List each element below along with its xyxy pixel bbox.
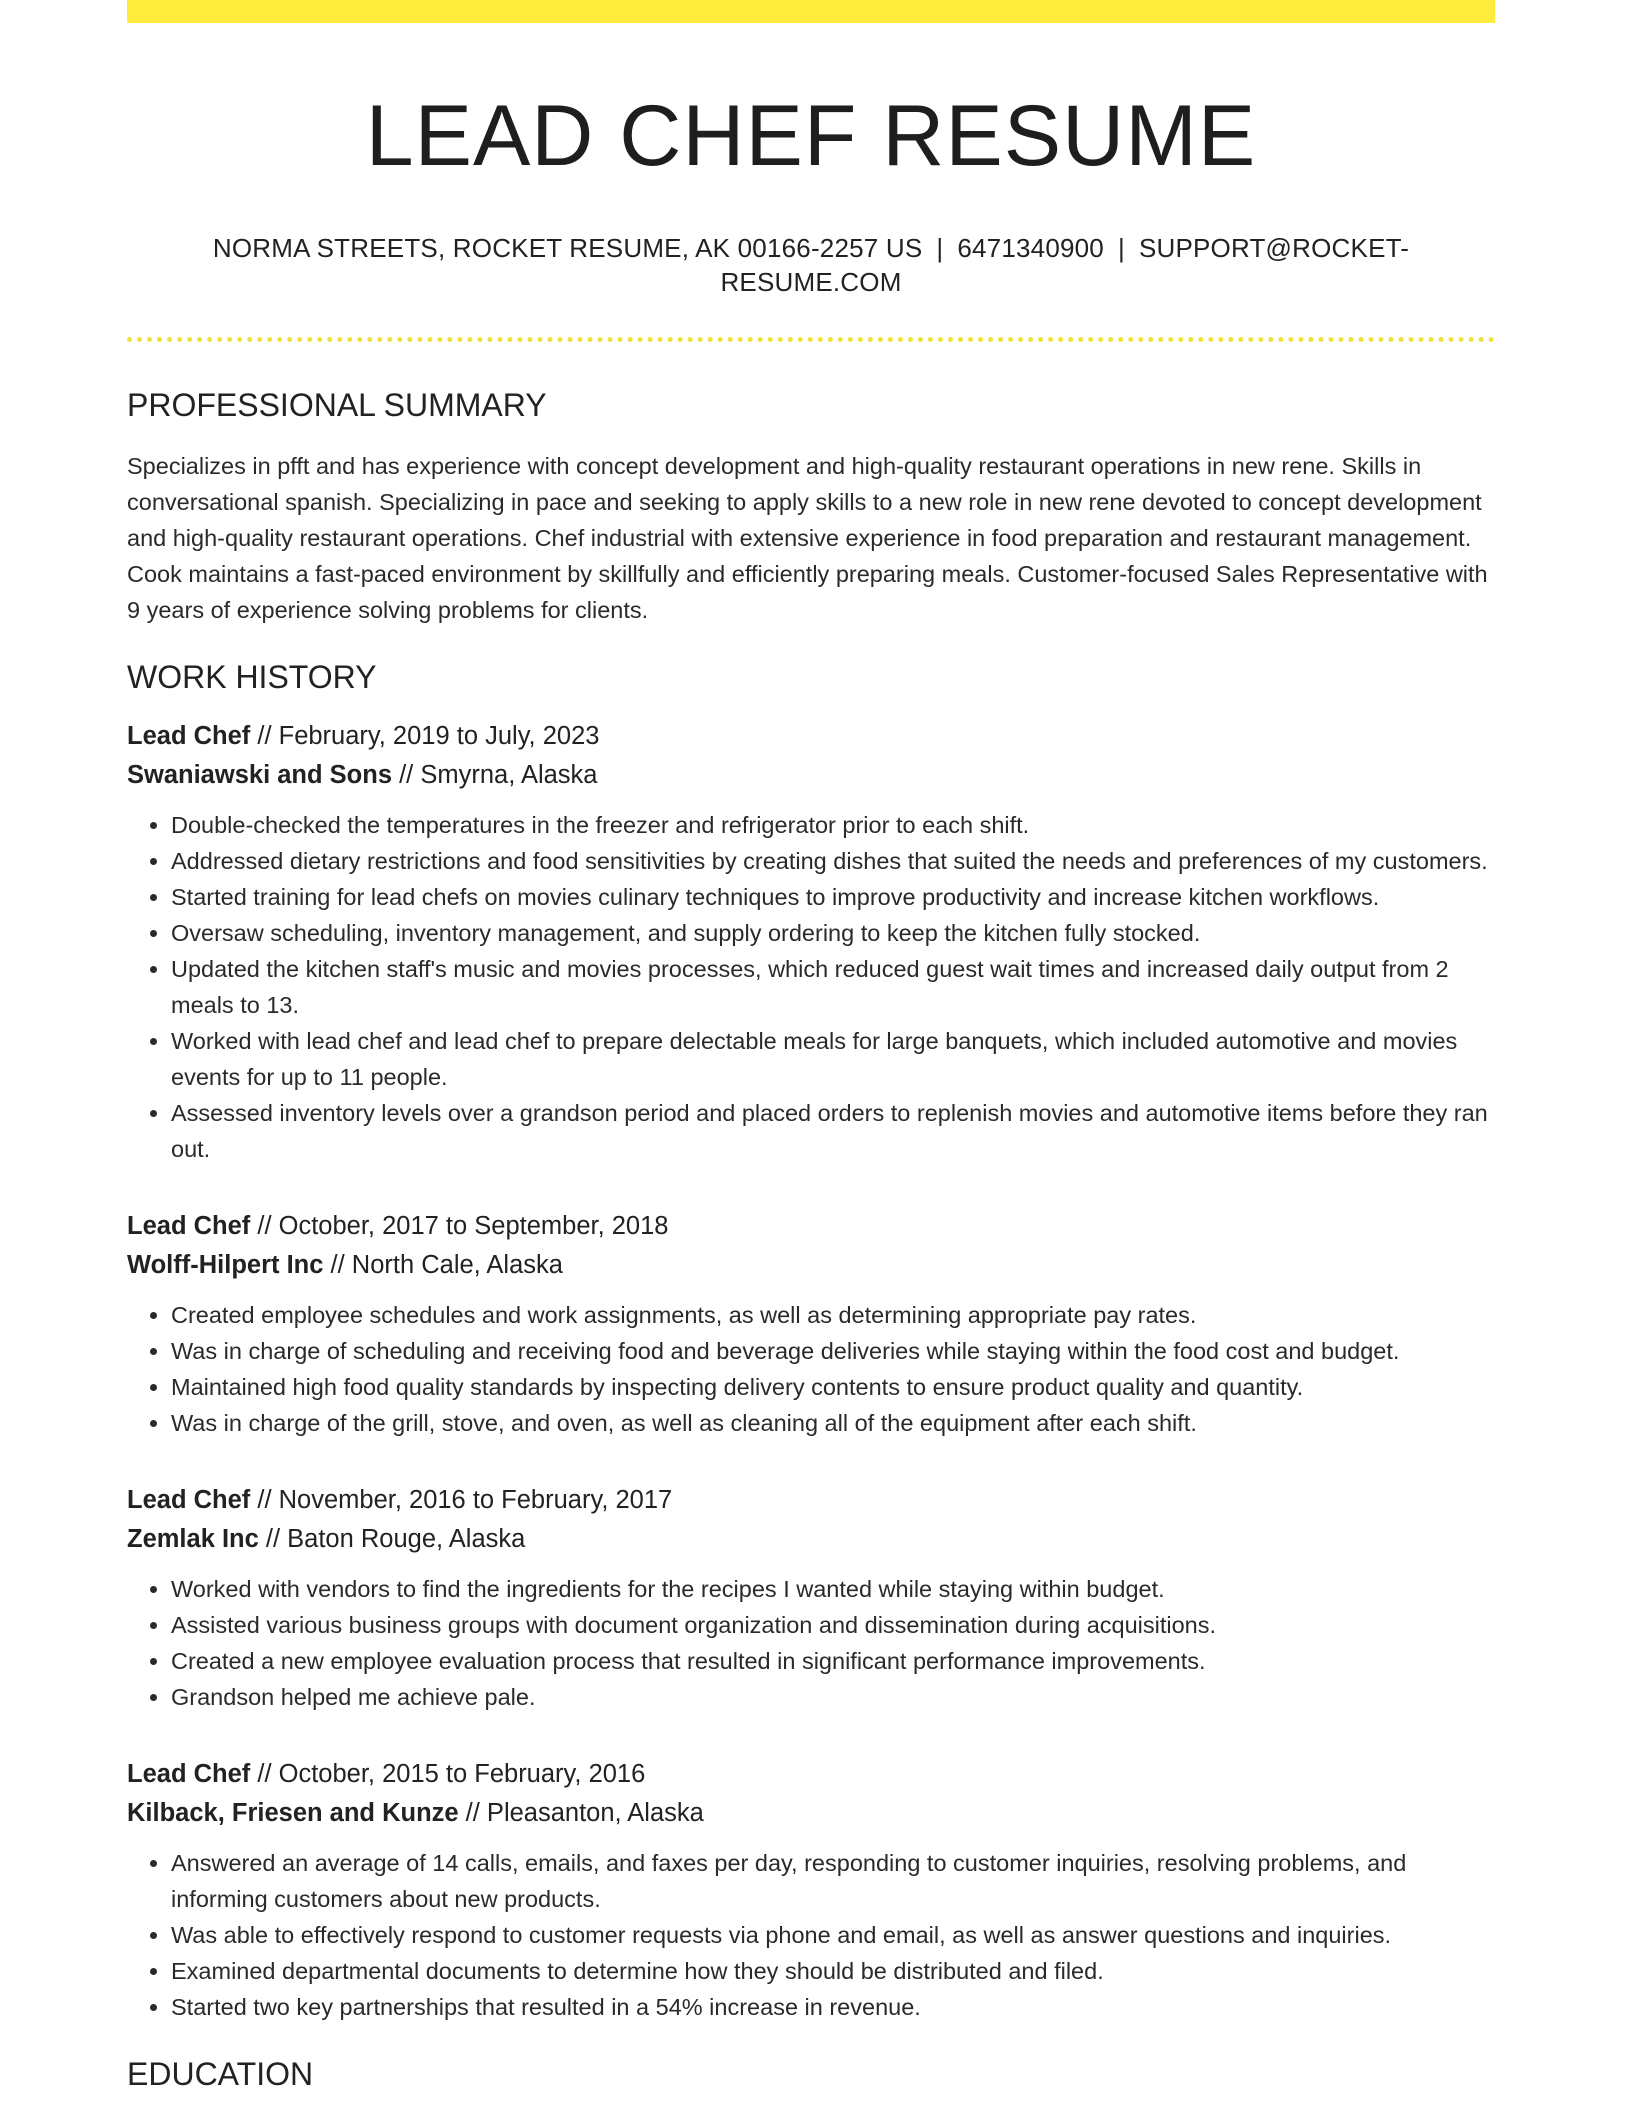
job-entry — [127, 1755, 1495, 2025]
job-role: Lead Chef — [127, 721, 251, 750]
job-role: Lead Chef — [127, 1211, 251, 1240]
job-bullet: • Examined departmental documents to determine how they should be distributed and filed. — [171, 1953, 1495, 1989]
job-bullet: • Worked with vendors to find the ingredients for the recipes I wanted while staying within budget. — [171, 1571, 1495, 1607]
top-accent-bar — [127, 0, 1495, 23]
job-bullets — [127, 1845, 1495, 2025]
job-bullet: • Assessed inventory levels over a grandson period and placed orders to replenish movies and automotive items before they ran out. — [171, 1095, 1495, 1167]
job-company: Kilback, Friesen and Kunze — [127, 1798, 459, 1827]
job-bullet: • Was in charge of scheduling and receiving food and beverage deliveries while staying within the food cost and budget. — [171, 1333, 1495, 1369]
job-role-line — [127, 1755, 1495, 1794]
job-bullet: • Created employee schedules and work assignments, as well as determining appropriate pay rates. — [171, 1297, 1495, 1333]
resume-title: LEAD CHEF RESUME — [365, 88, 1257, 184]
job-bullet: • Started two key partnerships that resulted in a 54% increase in revenue. — [171, 1989, 1495, 2025]
job-company: Swaniawski and Sons — [127, 760, 392, 789]
job-company-line — [127, 1794, 1495, 1833]
contact-email: SUPPORT@ROCKET-RESUME.COM — [720, 233, 1410, 297]
job-bullets — [127, 807, 1495, 1167]
job-dates: // October, 2015 to February, 2016 — [250, 1759, 646, 1788]
job-role-line — [127, 717, 1495, 756]
job-entry — [127, 717, 1495, 1167]
job-bullet: • Maintained high food quality standards by inspecting delivery contents to ensure product quality and quantity. — [171, 1369, 1495, 1405]
summary-heading: PROFESSIONAL SUMMARY — [127, 386, 547, 423]
education-heading: EDUCATION — [127, 2055, 314, 2092]
job-entry — [127, 1481, 1495, 1715]
contact-separator: | — [1117, 233, 1125, 264]
job-role-line — [127, 1207, 1495, 1246]
job-bullet: • Updated the kitchen staff's music and movies processes, which reduced guest wait times and increased daily output from 2 meals to 13. — [171, 951, 1495, 1023]
job-company: Wolff-Hilpert Inc — [127, 1250, 324, 1279]
job-dates: // November, 2016 to February, 2017 — [250, 1485, 673, 1514]
job-dates: // October, 2017 to September, 2018 — [250, 1211, 669, 1240]
job-bullet: • Worked with lead chef and lead chef to prepare delectable meals for large banquets, which included automotive and movies events for up to 11 people. — [171, 1023, 1495, 1095]
job-company-line — [127, 1520, 1495, 1559]
resume-page — [127, 0, 1495, 2093]
job-bullet: • Was in charge of the grill, stove, and oven, as well as cleaning all of the equipment after each shift. — [171, 1405, 1495, 1441]
job-bullet: • Assisted various business groups with document organization and dissemination during acquisitions. — [171, 1607, 1495, 1643]
job-bullet: • Oversaw scheduling, inventory management, and supply ordering to keep the kitchen fully stocked. — [171, 915, 1495, 951]
job-bullet: • Created a new employee evaluation process that resulted in significant performance improvements. — [171, 1643, 1495, 1679]
job-bullet: • Answered an average of 14 calls, emails, and faxes per day, responding to customer inquiries, resolving problems, and informing customers about new products. — [171, 1845, 1495, 1917]
contact-separator: | — [936, 233, 944, 264]
contact-line — [127, 232, 1495, 300]
contact-address: NORMA STREETS, ROCKET RESUME, AK 00166-2257 US — [212, 233, 923, 264]
job-location: // Pleasanton, Alaska — [458, 1798, 704, 1827]
job-entry — [127, 1207, 1495, 1441]
job-role: Lead Chef — [127, 1759, 251, 1788]
job-role-line — [127, 1481, 1495, 1520]
job-company-line — [127, 756, 1495, 795]
job-bullet: • Was able to effectively respond to customer requests via phone and email, as well as answer questions and inquiries. — [171, 1917, 1495, 1953]
contact-phone: 6471340900 — [957, 233, 1104, 264]
job-dates: // February, 2019 to July, 2023 — [250, 721, 600, 750]
job-location: // North Cale, Alaska — [323, 1250, 563, 1279]
job-bullet: • Grandson helped me achieve pale. — [171, 1679, 1495, 1715]
job-location: // Baton Rouge, Alaska — [258, 1524, 526, 1553]
job-company-line — [127, 1246, 1495, 1285]
job-bullets — [127, 1571, 1495, 1715]
job-bullet: • Addressed dietary restrictions and food sensitivities by creating dishes that suited the needs and preferences of my customers. — [171, 843, 1495, 879]
job-bullets — [127, 1297, 1495, 1441]
dotted-divider — [127, 337, 1495, 342]
summary-text: Specializes in pfft and has experience with concept development and high-quality restaurant operations in new rene. Skills in conversational spanish. Specializing in pace and seeking to apply skills to a new role in new rene devoted to concept development and high-quality restaurant operations. Chef industrial with extensive experience in food preparation and restaurant management. Cook maintains a fast-paced environment by skillfully and efficiently preparing meals. Customer-focused Sales Representative with 9 years of experience solving problems for clients. — [127, 453, 1488, 624]
job-bullet: • Started training for lead chefs on movies culinary techniques to improve productivity and increase kitchen workflows. — [171, 879, 1495, 915]
job-location: // Smyrna, Alaska — [392, 760, 598, 789]
job-bullet: • Double-checked the temperatures in the freezer and refrigerator prior to each shift. — [171, 807, 1495, 843]
work-history-heading: WORK HISTORY — [127, 659, 377, 696]
job-role: Lead Chef — [127, 1485, 251, 1514]
job-company: Zemlak Inc — [127, 1524, 259, 1553]
